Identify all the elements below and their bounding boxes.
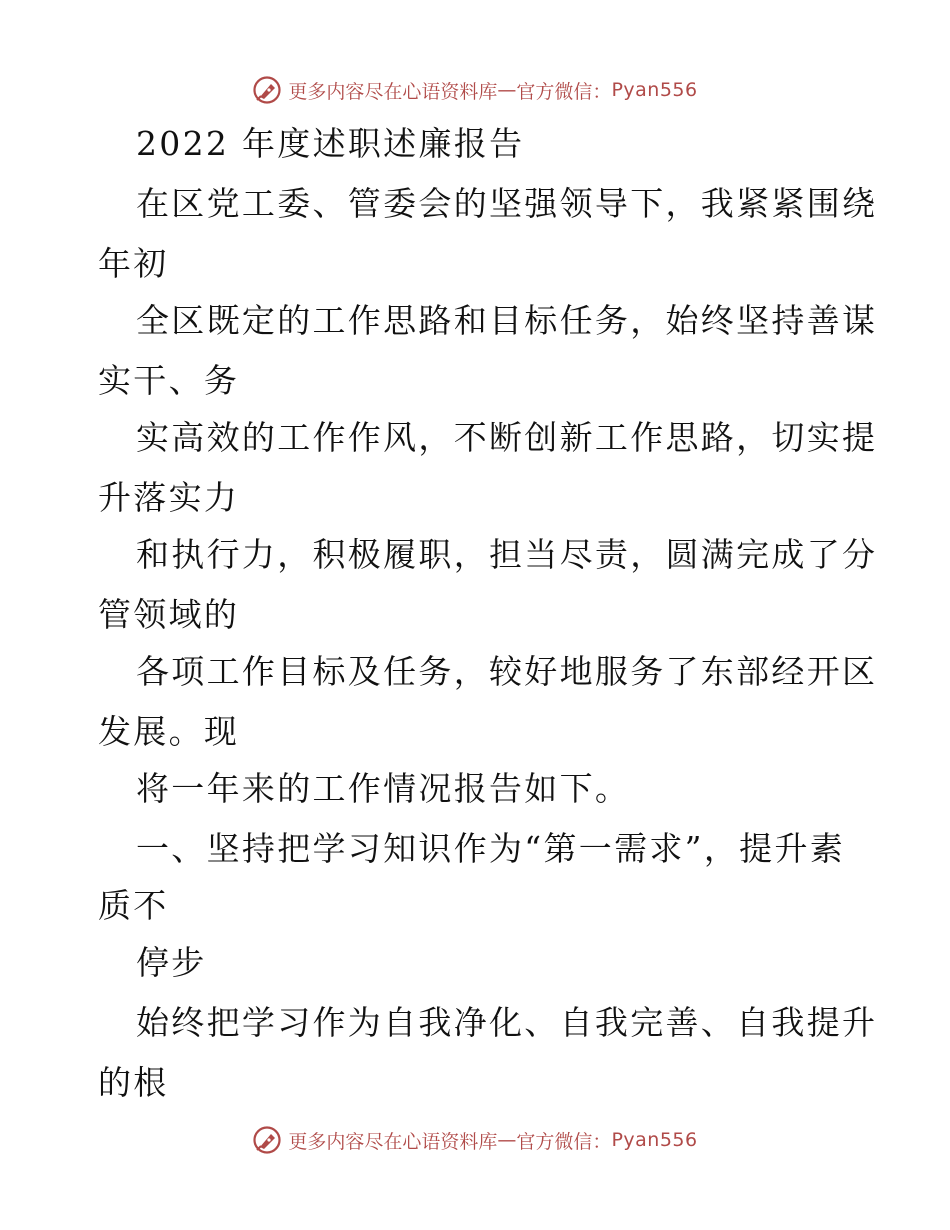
paragraph-line: 各项工作目标及任务，较好地服务了东部经开区 xyxy=(136,652,878,691)
pen-nib-circle-icon xyxy=(252,75,282,105)
watermark-official-label: 官方微信： xyxy=(516,80,612,103)
watermark-separator: — xyxy=(497,79,517,101)
paragraph-line: 将一年来的工作情况报告如下。 xyxy=(136,769,631,808)
watermark-separator: — xyxy=(497,1129,517,1151)
watermark-wechat-id: Pyan556 xyxy=(611,1129,698,1151)
section-heading-continued: 停步 xyxy=(136,943,207,982)
paragraph-line: 的根 xyxy=(98,1063,169,1102)
watermark-official-label: 官方微信： xyxy=(516,1130,612,1153)
paragraph-line: 管领域的 xyxy=(98,595,240,634)
paragraph-line: 年初 xyxy=(98,244,169,283)
paragraph-line: 全区既定的工作思路和目标任务，始终坚持善谋 xyxy=(136,301,878,340)
paragraph-line: 和执行力，积极履职，担当尽责，圆满完成了分 xyxy=(136,535,878,574)
document-title: 2022 年度述职述廉报告 xyxy=(136,124,525,163)
paragraph-line: 在区党工委、管委会的坚强领导下，我紧紧围绕 xyxy=(136,184,878,223)
header-watermark xyxy=(0,70,950,110)
footer-watermark xyxy=(0,1120,950,1160)
paragraph-line: 实干、务 xyxy=(98,361,240,400)
paragraph-line: 始终把学习作为自我净化、自我完善、自我提升 xyxy=(136,1003,878,1042)
pen-nib-circle-icon xyxy=(252,1125,282,1155)
paragraph-line: 升落实力 xyxy=(98,478,240,517)
watermark-text: 更多内容尽在心语资料库 xyxy=(288,1130,498,1153)
watermark-text: 更多内容尽在心语资料库 xyxy=(288,80,498,103)
paragraph-line: 发展。现 xyxy=(98,712,240,751)
paragraph-line: 实高效的工作作风，不断创新工作思路，切实提 xyxy=(136,418,878,457)
section-heading-continued: 质不 xyxy=(98,886,169,925)
section-heading: 一、坚持把学习知识作为“第一需求”，提升素 xyxy=(136,829,846,868)
watermark-wechat-id: Pyan556 xyxy=(611,79,698,101)
